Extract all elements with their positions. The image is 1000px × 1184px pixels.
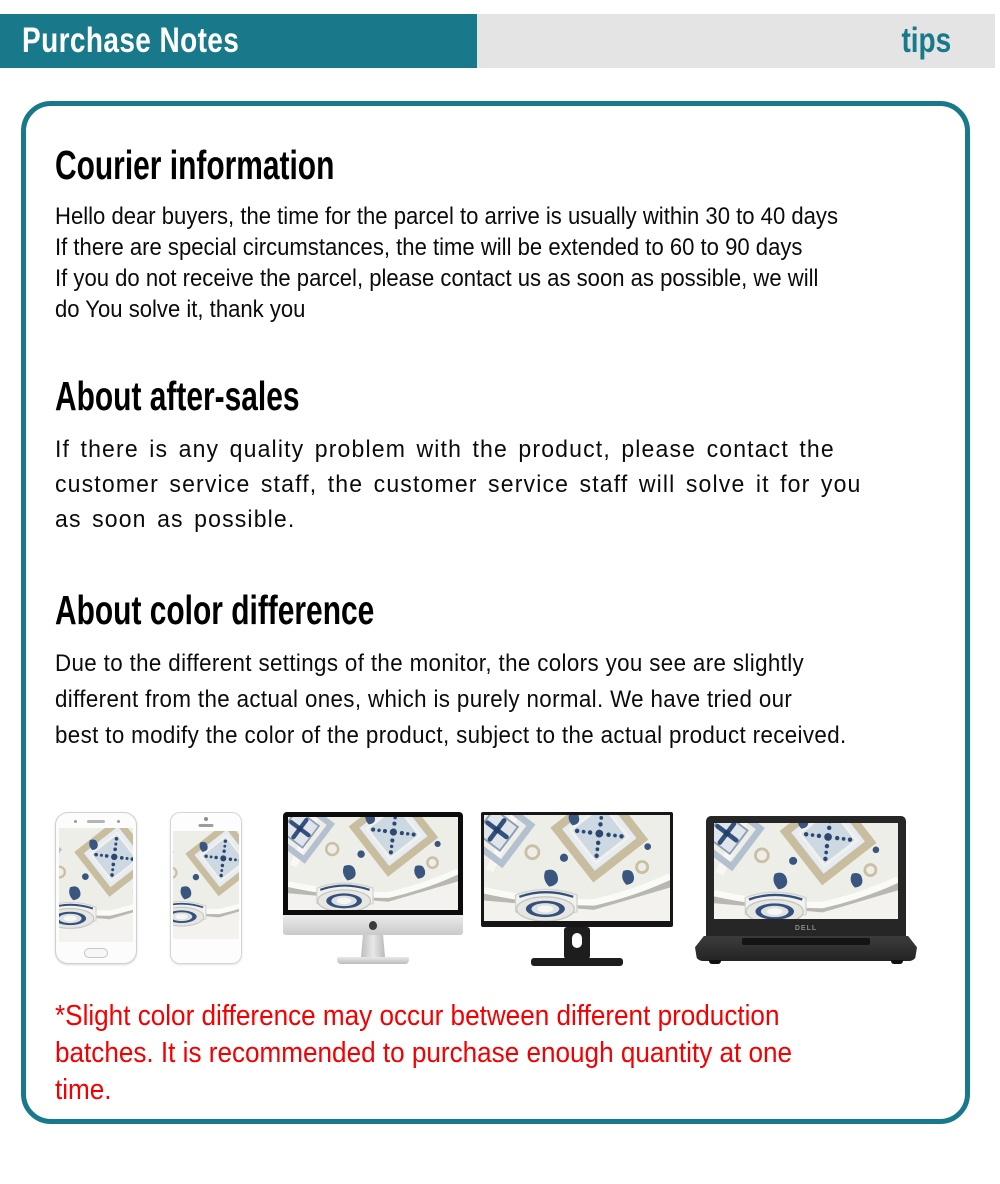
dell-laptop-mockup [695, 816, 917, 966]
page-title: Purchase Notes [22, 21, 240, 60]
apple-logo-icon [369, 921, 377, 930]
product-image [484, 815, 670, 921]
laptop-screen-frame [706, 816, 906, 936]
tips-label: tips [901, 21, 951, 60]
product-image [288, 817, 458, 910]
color-difference-paragraph [55, 646, 951, 754]
phone-speaker-icon [87, 820, 105, 823]
imac-stand [361, 935, 385, 957]
laptop-hinge [742, 938, 870, 945]
section-heading-color-difference: About color difference [55, 587, 375, 633]
android-smartphone-mockup [55, 812, 137, 964]
header-tips-area [477, 14, 995, 68]
laptop-brand-logo: DELL [794, 925, 818, 932]
courier-paragraph [55, 201, 951, 325]
imac-stand-base [337, 957, 409, 964]
product-image [173, 831, 239, 939]
paragraph-line: customer service staff, the customer service staff will solve it for you [55, 471, 862, 498]
section-heading-after-sales: About after-sales [55, 373, 300, 419]
iphone-smartphone-mockup [170, 812, 242, 964]
product-image [714, 823, 898, 919]
warning-line: *Slight color difference may occur between different production [55, 1000, 780, 1032]
imac-screen-frame [283, 812, 463, 915]
phone-sensor-icon [74, 820, 77, 823]
header-bar [0, 14, 1000, 68]
paragraph-line: different from the actual ones, which is purely normal. We have tried our [55, 686, 793, 713]
phone-camera-icon [204, 817, 208, 821]
phone-camera-icon [117, 820, 120, 823]
phone-home-button-icon [84, 948, 108, 958]
device-preview-row [55, 812, 951, 970]
laptop-foot [709, 960, 721, 964]
monitor-screen-frame [481, 812, 673, 927]
paragraph-line: If there are special circumstances, the time will be extended to 60 to 90 days [55, 234, 803, 261]
paragraph-line: do You solve it, thank you [55, 296, 306, 323]
monitor-stand-hole [572, 933, 582, 948]
laptop-foot [891, 960, 903, 964]
after-sales-paragraph [55, 432, 951, 537]
product-image [59, 828, 133, 942]
paragraph-line: Due to the different settings of the monitor, the colors you see are slightly [55, 650, 805, 677]
section-heading-courier: Courier information [55, 142, 335, 188]
desktop-monitor-mockup [481, 812, 673, 970]
warning-line: time. [55, 1074, 112, 1106]
paragraph-line: If you do not receive the parcel, please contact us as soon as possible, we will [55, 265, 819, 292]
paragraph-line: If there is any quality problem with the product, please contact the [55, 436, 835, 463]
header-title-area [0, 14, 477, 68]
warning-line: batches. It is recommended to purchase enough quantity at one [55, 1037, 793, 1069]
paragraph-line: as soon as possible. [55, 506, 296, 533]
phone-speaker-icon [199, 824, 214, 827]
purchase-notes-panel [21, 101, 970, 1124]
color-warning-note [55, 998, 951, 1109]
paragraph-line: best to modify the color of the product, subject to the actual product received. [55, 722, 847, 749]
imac-desktop-mockup [283, 812, 463, 964]
paragraph-line: Hello dear buyers, the time for the parcel to arrive is usually within 30 to 40 days [55, 203, 839, 230]
monitor-stand-base [531, 958, 623, 966]
